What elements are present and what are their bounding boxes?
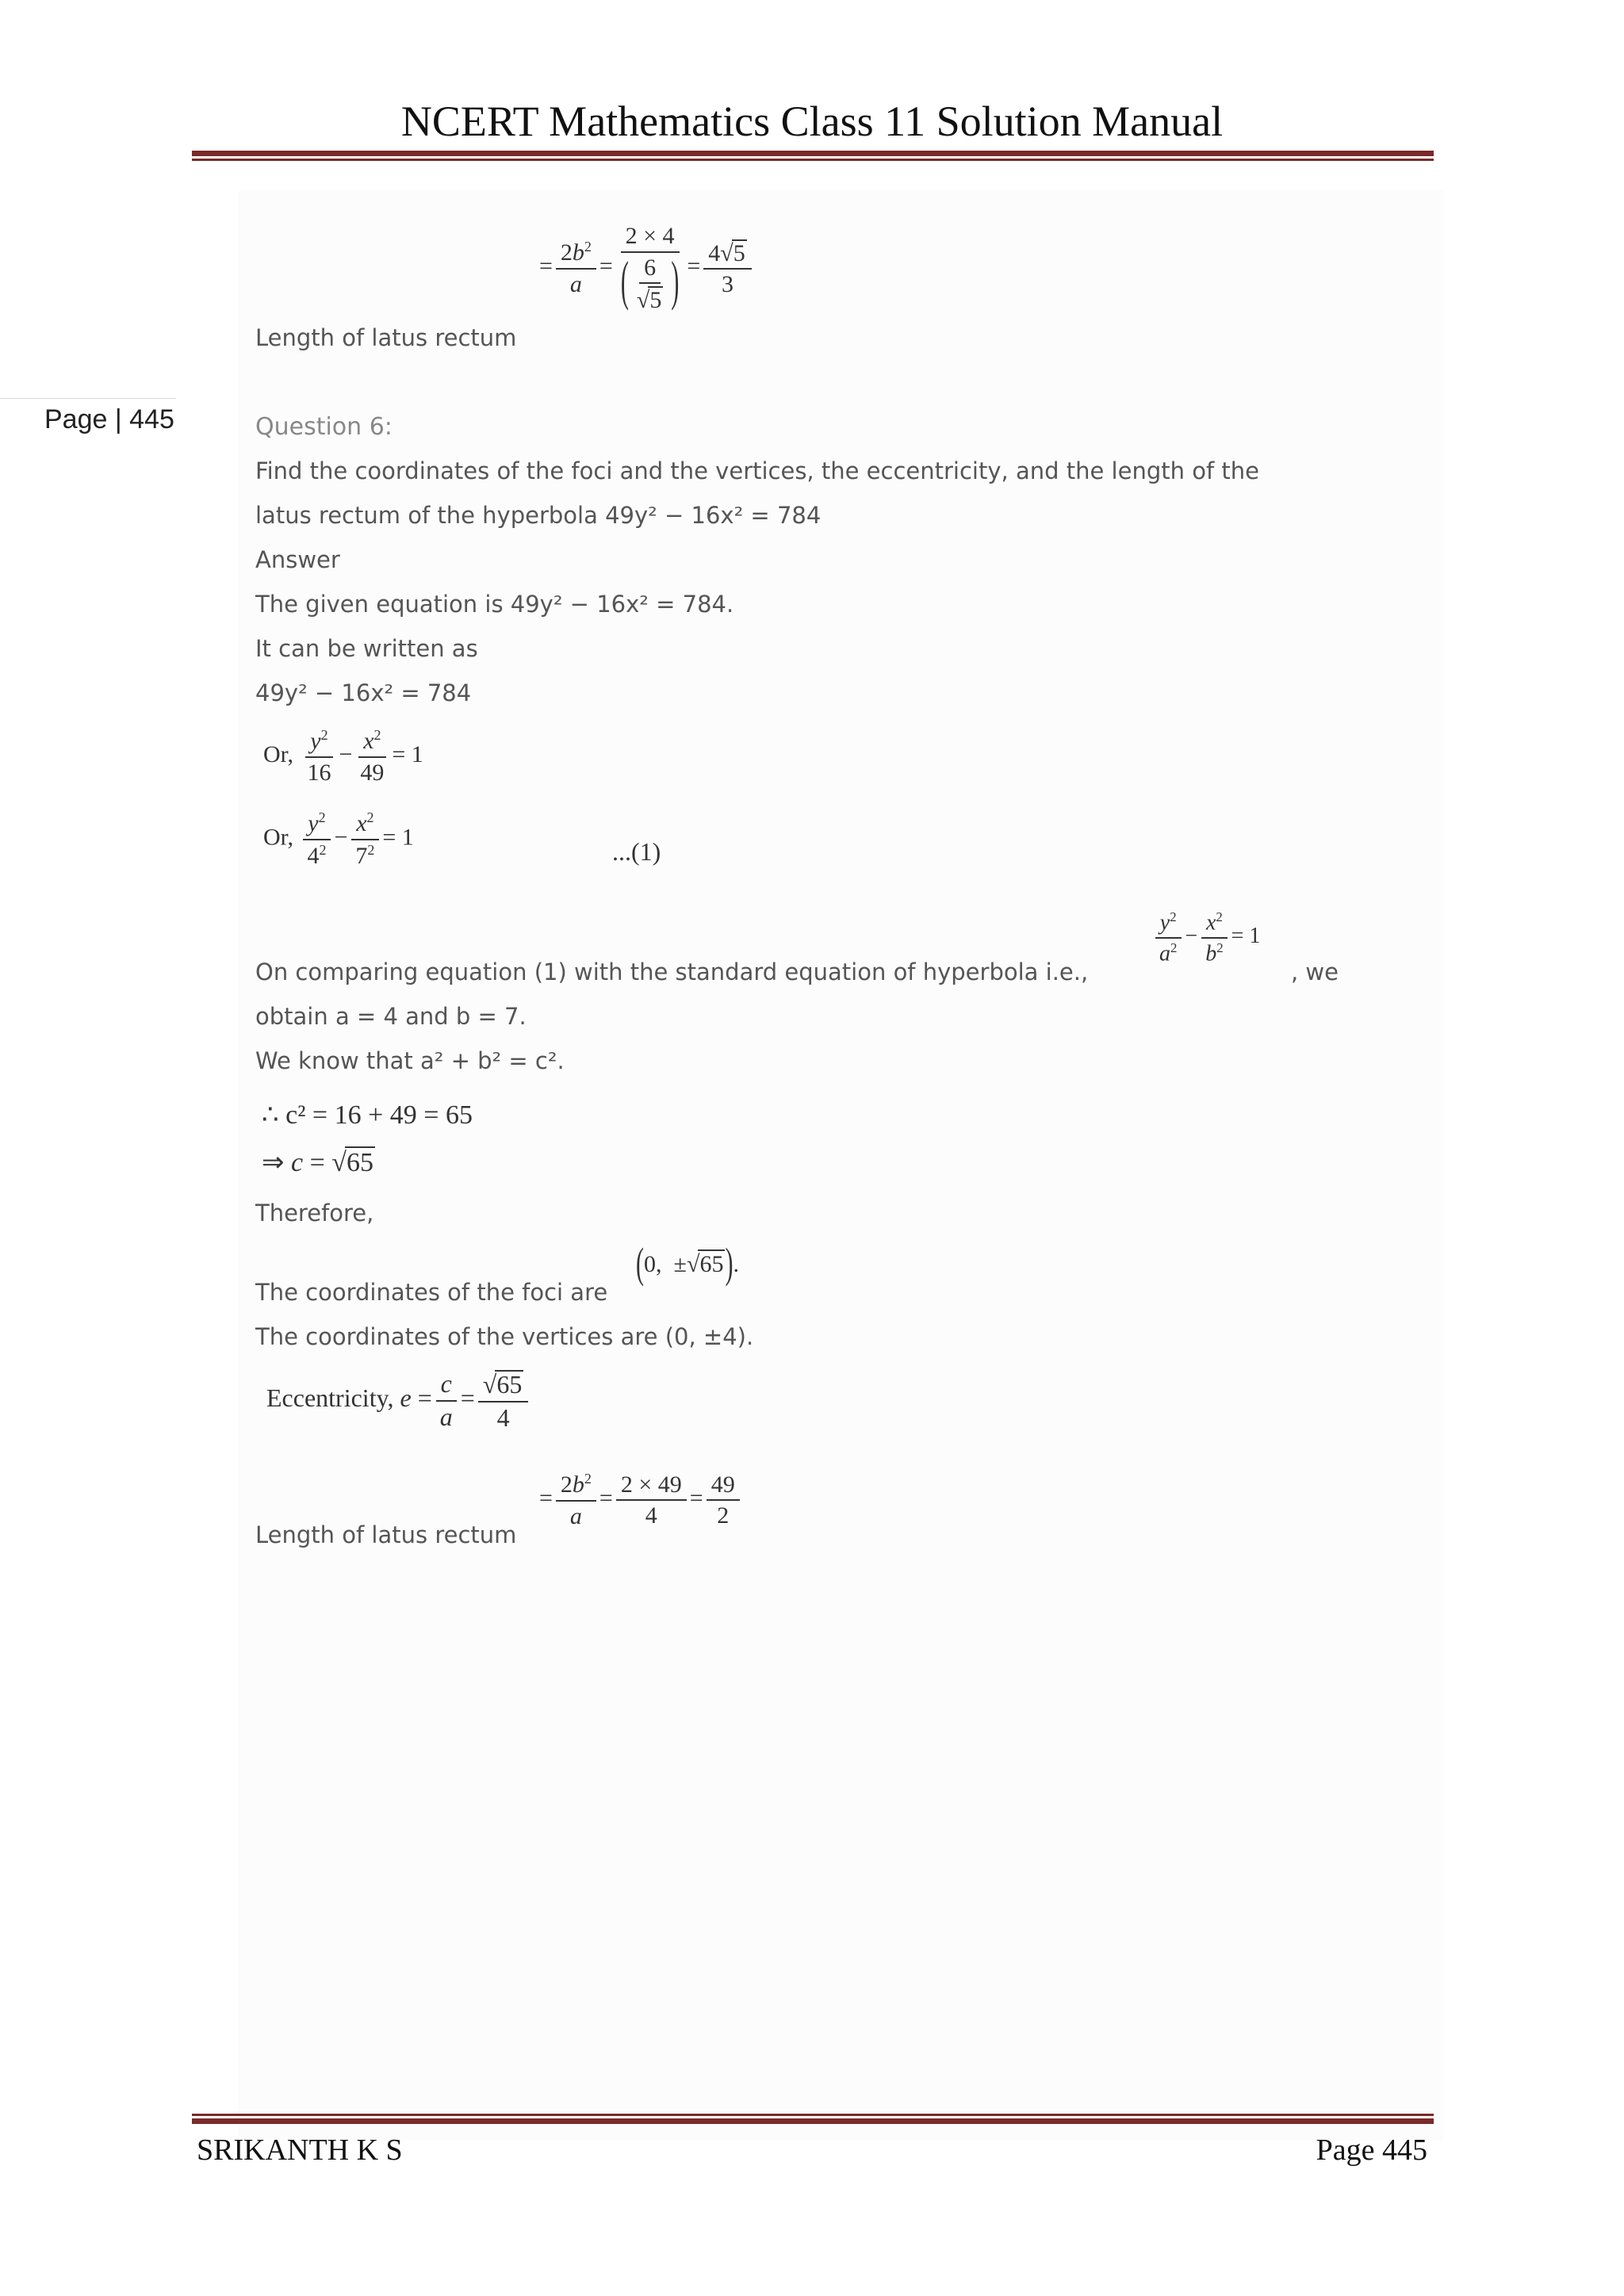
header-rule-thin xyxy=(192,159,1434,161)
foci-coordinates: (0, ±√65). xyxy=(636,1240,739,1288)
obtain-text: obtain a = 4 and b = 7. xyxy=(255,1003,527,1030)
eccentricity-label: Eccentricity, xyxy=(266,1383,394,1412)
c-value-equation: ⇒ c = √65 xyxy=(262,1148,373,1177)
question-heading: Question 6: xyxy=(255,413,393,441)
equation-repeat: 49y² − 16x² = 784 xyxy=(255,679,472,706)
c-squared-equation: ∴ c² = 16 + 49 = 65 xyxy=(262,1100,473,1130)
answer-label: Answer xyxy=(255,546,340,573)
header-rule-thick xyxy=(192,151,1434,156)
equation-number: ...(1) xyxy=(612,837,661,866)
page-header-title: NCERT Mathematics Class 11 Solution Manual xyxy=(400,98,1224,145)
or-label-2: Or, xyxy=(263,824,293,851)
question-text-line2: latus rectum of the hyperbola 49y² − 16x² = 784 xyxy=(255,502,822,529)
eccentricity-formula: Eccentricity, e = $\frac{c}{a}$ = $\frac{√65}{4}$ xyxy=(266,1370,531,1431)
question-text-line1: Find the coordinates of the foci and the vertices, the eccentricity, and the length of the xyxy=(255,457,1259,484)
footer-author: SRIKANTH K S xyxy=(197,2133,403,2167)
equation-or-1: Or, $\frac{y^2}{16}$ − $\frac{x^2}{49}$ = 1 xyxy=(263,727,423,786)
latus-formula: = $\frac{2b^2}{a}$ = $\frac{2 \times 49}{4}$ = $\frac{49}{2}$ xyxy=(539,1471,743,1529)
latus-label-previous: Length of latus rectum xyxy=(255,324,517,351)
margin-page-label: Page | 445 xyxy=(44,404,174,434)
margin-divider xyxy=(0,398,176,399)
footer-page-number: Page 445 xyxy=(1316,2133,1427,2167)
given-equation-text: The given equation is 49y² − 16x² = 784. xyxy=(255,591,734,618)
footer-rule-thick xyxy=(192,2118,1434,2124)
comparing-text: On comparing equation (1) with the standard equation of hyperbola i.e., xyxy=(255,959,1089,985)
vertices-text: The coordinates of the vertices are (0, ±4). xyxy=(255,1323,754,1350)
standard-hyperbola-formula: $\frac{y^2}{a^2}$ − $\frac{x^2}{b^2}$ = 1 xyxy=(1151,910,1260,965)
written-as-text: It can be written as xyxy=(255,635,478,662)
equation-or-2: Or, $\frac{y^2}{4^2}$ − $\frac{x^2}{7^2}$ = 1 xyxy=(263,809,414,869)
latus-formula-previous: = $\frac{2b^2}{a}$ = 2 × 4 ( $\frac{6}{√5}$ ) = $\frac{4√5}{3}$ xyxy=(539,224,755,313)
therefore-text: Therefore, xyxy=(255,1200,374,1226)
foci-text: The coordinates of the foci are xyxy=(255,1279,608,1306)
comparing-suffix: , we xyxy=(1291,959,1339,985)
know-text: We know that a² + b² = c². xyxy=(255,1047,565,1074)
footer-rule-thin xyxy=(192,2114,1434,2116)
latus-label: Length of latus rectum xyxy=(255,1521,517,1548)
or-label-1: Or, xyxy=(263,740,293,767)
